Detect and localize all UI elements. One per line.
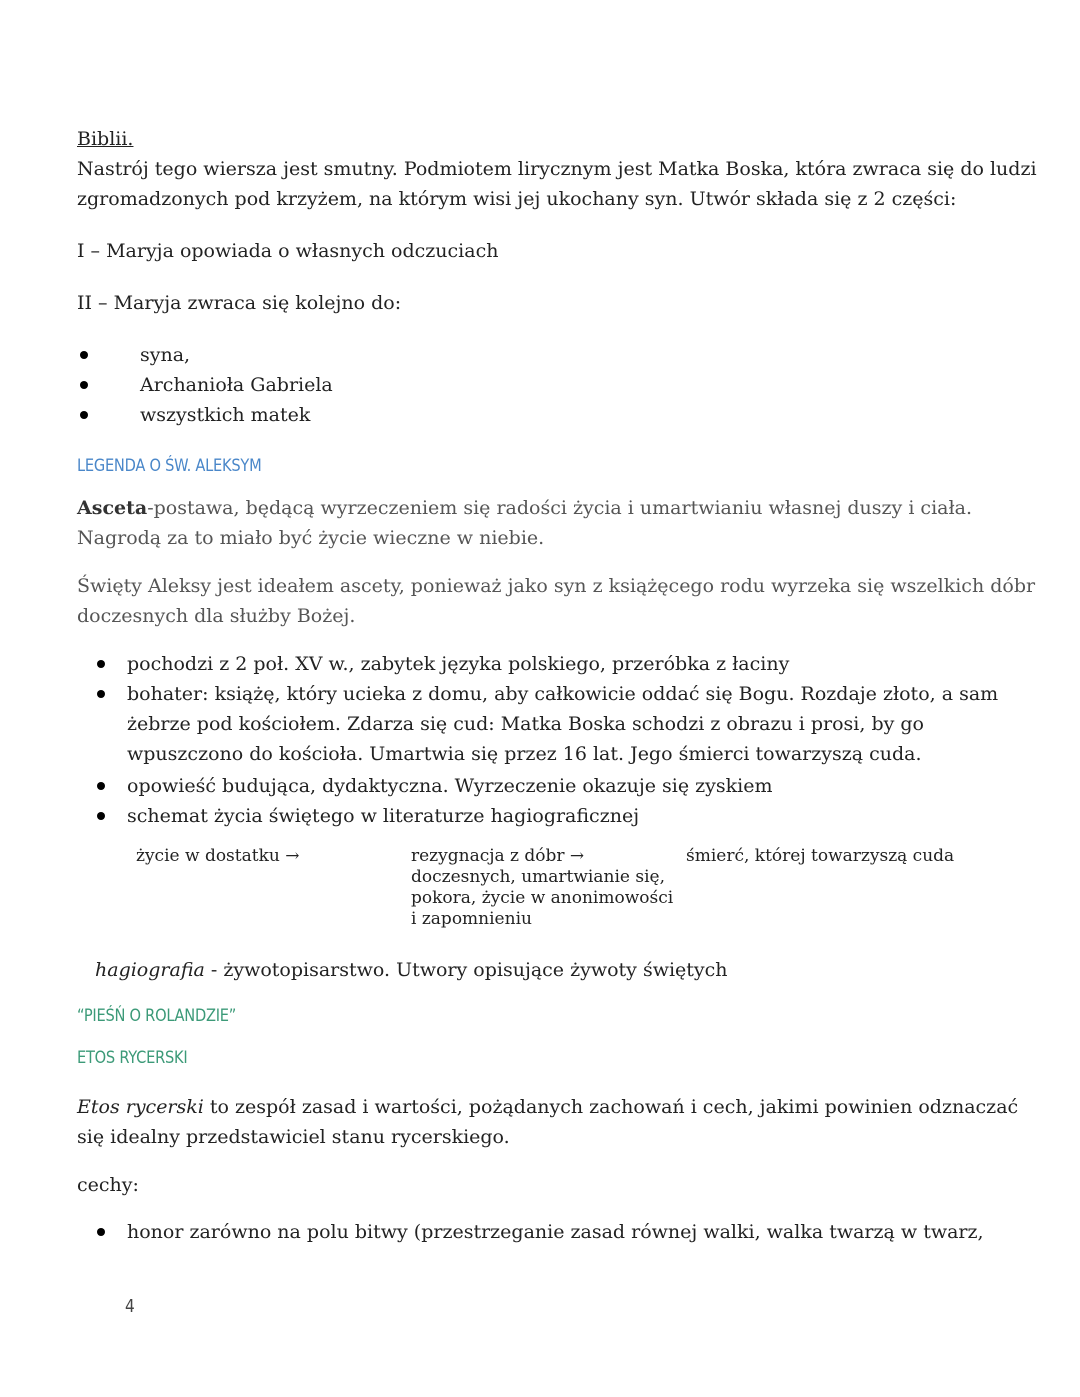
biblii-text: Biblii. xyxy=(77,128,134,150)
bullet-icon xyxy=(97,1228,105,1236)
schema-col-2-line: rezygnacja z dóbr → xyxy=(411,846,585,866)
part-2: II – Maryja zwraca się kolejno do: xyxy=(77,292,402,314)
mood-line-1: Nastrój tego wiersza jest smutny. Podmiotem lirycznym jest Matka Boska, która zwraca się do ludzi xyxy=(77,158,1037,180)
schema-col-1: życie w dostatku → xyxy=(136,846,300,866)
schema-col-3: śmierć, której towarzyszą cuda xyxy=(686,846,955,866)
asceta-definition: -postawa, będącą wyrzeczeniem się radości życia i umartwianiu własnej duszy i ciała. xyxy=(147,497,973,519)
bullet-icon xyxy=(80,411,88,419)
legend-bullet: schemat życia świętego w literaturze hagiograficznej xyxy=(127,805,640,827)
bullet-icon xyxy=(97,660,105,668)
addressee-item: syna, xyxy=(140,344,191,366)
hagiografia-definition: - żywotopisarstwo. Utwory opisujące żywoty świętych xyxy=(204,959,728,981)
hagiografia-line xyxy=(95,955,728,985)
legend-bullet: bohater: książę, który ucieka z domu, aby całkowicie oddać się Bogu. Rozdaje złoto, a sam xyxy=(127,683,999,705)
addressee-item: Archanioła Gabriela xyxy=(140,374,333,396)
bullet-icon xyxy=(97,690,105,698)
aleksy-line-2: doczesnych dla służby Bożej. xyxy=(77,605,356,627)
etos-definition: to zespół zasad i wartości, pożądanych zachowań i cech, jakimi powinien odznaczać xyxy=(203,1096,1019,1118)
legend-bullet-cont: żebrze pod kościołem. Zdarza się cud: Matka Boska schodzi z obrazu i prosi, by go xyxy=(127,713,924,735)
asceta-term: Asceta xyxy=(77,497,148,519)
legend-bullet: opowieść budująca, dydaktyczna. Wyrzeczenie okazuje się zyskiem xyxy=(127,775,773,797)
roland-heading: “PIEŚŃ O ROLANDZIE” xyxy=(77,1006,237,1026)
aleksy-line-1: Święty Aleksy jest ideałem ascety, ponieważ jako syn z książęcego rodu wyrzeka się wszelkich dóbr xyxy=(77,575,1036,597)
part-1: I – Maryja opowiada o własnych odczuciach xyxy=(77,240,499,262)
legend-heading: LEGENDA O ŚW. ALEKSYM xyxy=(77,456,262,476)
etos-line-2: się idealny przedstawiciel stanu rycerskiego. xyxy=(77,1126,510,1148)
asceta-line-1 xyxy=(77,493,972,523)
etos-heading: ETOS RYCERSKI xyxy=(77,1048,188,1068)
schema-col-2-line: doczesnych, umartwianie się, xyxy=(411,867,665,887)
legend-bullet: pochodzi z 2 poł. XV w., zabytek języka polskiego, przeróbka z łaciny xyxy=(127,653,790,675)
page-number: 4 xyxy=(125,1296,135,1317)
bullet-icon xyxy=(80,351,88,359)
cechy-label: cechy: xyxy=(77,1174,139,1196)
mood-line-2: zgromadzonych pod krzyżem, na którym wisi jej ukochany syn. Utwór składa się z 2 części: xyxy=(77,188,957,210)
asceta-line-2: Nagrodą za to miało być życie wieczne w niebie. xyxy=(77,527,545,549)
legend-bullet-cont: wpuszczono do kościoła. Umartwia się przez 16 lat. Jego śmierci towarzyszą cuda. xyxy=(127,743,922,765)
etos-term: Etos rycerski xyxy=(77,1096,204,1118)
bullet-icon xyxy=(97,782,105,790)
schema-col-2-line: pokora, życie w anonimowości xyxy=(411,888,674,908)
bullet-icon xyxy=(80,381,88,389)
etos-line-1 xyxy=(77,1092,1018,1122)
schema-col-2-line: i zapomnieniu xyxy=(411,909,532,929)
addressee-item: wszystkich matek xyxy=(140,404,311,426)
hagiografia-term: hagiografia xyxy=(95,959,205,981)
roland-bullet: honor zarówno na polu bitwy (przestrzeganie zasad równej walki, walka twarzą w twarz, xyxy=(127,1221,984,1243)
bullet-icon xyxy=(97,812,105,820)
